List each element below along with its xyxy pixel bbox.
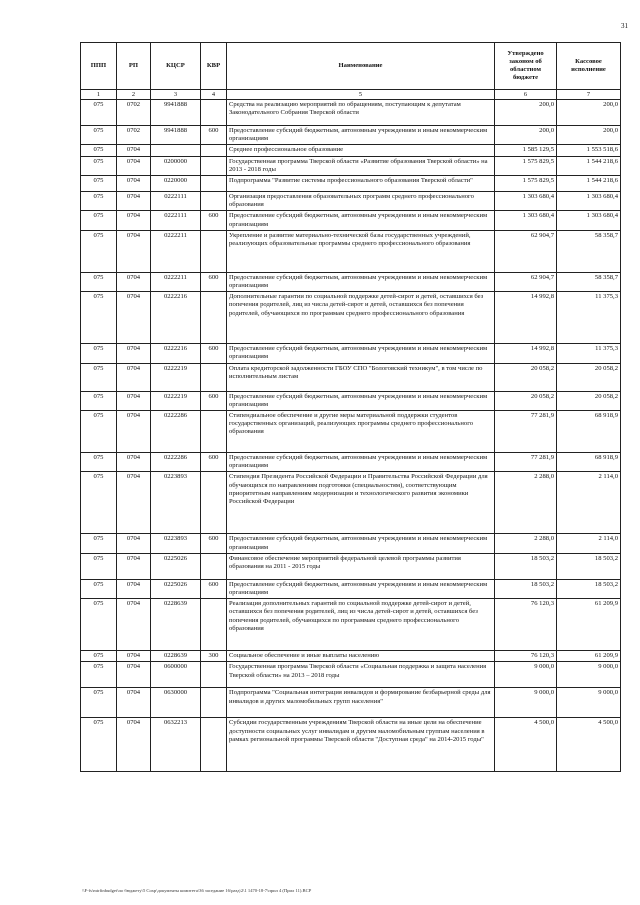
table-row: [81, 534, 621, 553]
cell-kcsr: 9941888: [151, 100, 201, 126]
cell-executed: 1 303 680,4: [557, 211, 621, 230]
cell-approved: 9 000,0: [495, 662, 557, 688]
cell-approved: 1 303 680,4: [495, 192, 557, 211]
cell-approved: 76 120,3: [495, 599, 557, 651]
cell-approved: 62 904,7: [495, 272, 557, 291]
table-row: [81, 230, 621, 272]
cell-kvr: [201, 292, 227, 344]
cell-rp: 0704: [117, 176, 151, 192]
table-row: [81, 156, 621, 175]
cell-rp: 0704: [117, 662, 151, 688]
cell-name: Подпрограмма "Социальная интеграция инвалидов и формирование безбарьерной среды для инвалидов и других маломобильных групп населения": [227, 688, 495, 718]
cell-name: Предоставление субсидий бюджетным, автономным учреждениям и иным некоммерческим организациям: [227, 272, 495, 291]
cell-name: Предоставление субсидий бюджетным, автономным учреждениям и иным некоммерческим организациям: [227, 579, 495, 598]
cell-rp: 0704: [117, 292, 151, 344]
table-row: [81, 688, 621, 718]
cell-ppp: 075: [81, 192, 117, 211]
cell-name: Реализация дополнительных гарантий по социальной поддержке детей-сирот и детей, оставшихся без попечения родителей, лиц из числа детей-сирот и детей, оставшихся без попечения родителей, обучающихся по программам среднего профессионального образования: [227, 599, 495, 651]
cell-kvr: 600: [201, 211, 227, 230]
column-number: 1: [81, 90, 117, 100]
cell-rp: 0704: [117, 599, 151, 651]
cell-executed: 58 358,7: [557, 230, 621, 272]
cell-executed: 1 303 680,4: [557, 192, 621, 211]
cell-name: Предоставление субсидий бюджетным, автономным учреждениям и иным некоммерческим организациям: [227, 391, 495, 410]
cell-executed: 2 114,0: [557, 534, 621, 553]
cell-kcsr: 0222219: [151, 363, 201, 391]
page-number: 31: [621, 22, 628, 30]
cell-kcsr: 0223893: [151, 472, 201, 534]
cell-kcsr: 0225026: [151, 553, 201, 579]
cell-approved: 62 904,7: [495, 230, 557, 272]
cell-approved: 1 575 829,5: [495, 176, 557, 192]
header-kcsr: КЦСР: [151, 43, 201, 90]
cell-name: Предоставление субсидий бюджетным, автономным учреждениям и иным некоммерческим организациям: [227, 126, 495, 145]
cell-approved: 2 288,0: [495, 534, 557, 553]
table-row: [81, 100, 621, 126]
cell-kcsr: 0228639: [151, 599, 201, 651]
header-rp: РП: [117, 43, 151, 90]
header-ppp: ППП: [81, 43, 117, 90]
cell-kvr: [201, 472, 227, 534]
cell-name: Среднее профессиональное образование: [227, 145, 495, 156]
header-name: Наименование: [227, 43, 495, 90]
table-row: [81, 192, 621, 211]
cell-rp: 0704: [117, 156, 151, 175]
column-number: 5: [227, 90, 495, 100]
cell-ppp: 075: [81, 145, 117, 156]
cell-kvr: [201, 688, 227, 718]
cell-rp: 0704: [117, 718, 151, 772]
cell-executed: 1 553 518,6: [557, 145, 621, 156]
cell-ppp: 075: [81, 553, 117, 579]
table-row: [81, 651, 621, 662]
cell-kcsr: 0632213: [151, 718, 201, 772]
cell-kvr: [201, 662, 227, 688]
cell-rp: 0704: [117, 211, 151, 230]
table-row: [81, 453, 621, 472]
cell-approved: 1 575 829,5: [495, 156, 557, 175]
cell-name: Дополнительные гарантии по социальной поддержке детей-сирот и детей, оставшихся без попечения родителей, лиц из числа детей-сирот и детей, оставшихся без попечения родителей, обучающихся по программам среднего профессионального образования: [227, 292, 495, 344]
cell-kvr: 600: [201, 391, 227, 410]
cell-executed: 20 058,2: [557, 363, 621, 391]
cell-rp: 0702: [117, 100, 151, 126]
cell-rp: 0704: [117, 411, 151, 453]
cell-executed: 61 209,9: [557, 599, 621, 651]
cell-name: Средства на реализацию мероприятий по обращениям, поступающим к депутатам Законодательного Собрания Тверской области: [227, 100, 495, 126]
cell-approved: 9 000,0: [495, 688, 557, 718]
cell-name: Субсидии государственным учреждениям Тверской области на иные цели на обеспечение доступности социальных услуг инвалидам и другим маломобильным группам населения в рамках региональной программы Тверской области "Доступная среда" на 2014-2015 годы": [227, 718, 495, 772]
column-number: 3: [151, 90, 201, 100]
cell-ppp: 075: [81, 126, 117, 145]
column-number: 6: [495, 90, 557, 100]
cell-rp: 0704: [117, 230, 151, 272]
cell-executed: 4 500,0: [557, 718, 621, 772]
header-approved: Утверждено законом об областном бюджете: [495, 43, 557, 90]
cell-rp: 0704: [117, 272, 151, 291]
cell-executed: 68 918,9: [557, 453, 621, 472]
cell-rp: 0704: [117, 192, 151, 211]
cell-name: Предоставление субсидий бюджетным, автономным учреждениям и иным некоммерческим организациям: [227, 344, 495, 363]
cell-kvr: [201, 100, 227, 126]
cell-approved: 1 585 129,5: [495, 145, 557, 156]
cell-rp: 0702: [117, 126, 151, 145]
header-executed: Кассовое исполнение: [557, 43, 621, 90]
cell-ppp: 075: [81, 292, 117, 344]
cell-kcsr: 0222211: [151, 230, 201, 272]
cell-ppp: 075: [81, 411, 117, 453]
cell-kvr: [201, 156, 227, 175]
cell-ppp: 075: [81, 176, 117, 192]
cell-approved: 77 281,9: [495, 411, 557, 453]
cell-kvr: [201, 599, 227, 651]
cell-kcsr: 0222211: [151, 272, 201, 291]
cell-rp: 0704: [117, 651, 151, 662]
cell-rp: 0704: [117, 688, 151, 718]
cell-kvr: [201, 718, 227, 772]
table-header-row: [81, 43, 621, 90]
cell-rp: 0704: [117, 579, 151, 598]
cell-executed: 68 918,9: [557, 411, 621, 453]
table-row: [81, 662, 621, 688]
cell-executed: 1 544 218,6: [557, 156, 621, 175]
cell-kcsr: 0222216: [151, 292, 201, 344]
column-number: 2: [117, 90, 151, 100]
cell-kvr: 600: [201, 534, 227, 553]
cell-executed: 20 058,2: [557, 391, 621, 410]
cell-kvr: [201, 411, 227, 453]
table-row: [81, 272, 621, 291]
cell-kvr: 300: [201, 651, 227, 662]
column-number-row: [81, 90, 621, 100]
cell-rp: 0704: [117, 391, 151, 410]
table-row: [81, 599, 621, 651]
cell-ppp: 075: [81, 718, 117, 772]
cell-approved: 14 992,8: [495, 292, 557, 344]
cell-ppp: 075: [81, 391, 117, 410]
cell-name: Предоставление субсидий бюджетным, автономным учреждениям и иным некоммерческим организациям: [227, 211, 495, 230]
cell-kvr: [201, 176, 227, 192]
table-row: [81, 391, 621, 410]
cell-kvr: 600: [201, 453, 227, 472]
cell-kcsr: 0600000: [151, 662, 201, 688]
cell-name: Подпрограмма "Развитие системы профессионального образования Тверской области": [227, 176, 495, 192]
cell-ppp: 075: [81, 344, 117, 363]
cell-executed: 1 544 218,6: [557, 176, 621, 192]
cell-name: Стипендиальное обеспечение и другие меры материальной поддержки студентов государственных организаций, реализующих программы среднего профессионального образования: [227, 411, 495, 453]
cell-name: Организация предоставления образовательных программ среднего профессионального образования: [227, 192, 495, 211]
cell-rp: 0704: [117, 344, 151, 363]
cell-kcsr: 9941888: [151, 126, 201, 145]
cell-ppp: 075: [81, 662, 117, 688]
cell-kvr: 600: [201, 344, 227, 363]
column-number: 4: [201, 90, 227, 100]
cell-kvr: 600: [201, 126, 227, 145]
table-row: [81, 363, 621, 391]
cell-approved: 200,0: [495, 100, 557, 126]
budget-table: [80, 42, 621, 772]
cell-approved: 1 303 680,4: [495, 211, 557, 230]
cell-kcsr: 0222111: [151, 211, 201, 230]
cell-kcsr: 0225026: [151, 579, 201, 598]
column-number: 7: [557, 90, 621, 100]
cell-kvr: 600: [201, 272, 227, 291]
table-row: [81, 718, 621, 772]
cell-name: Государственная программа Тверской области «Развитие образования Тверской области» на 2013 - 2018 годы: [227, 156, 495, 175]
header-kvr: КВР: [201, 43, 227, 90]
cell-ppp: 075: [81, 363, 117, 391]
cell-name: Стипендия Президента Российской Федерации и Правительства Российской Федерации для обучающихся по направлениям подготовки (специальностям), соответствующим приоритетным направлениям модернизации и технологического развития экономики Российской Федерации: [227, 472, 495, 534]
cell-kvr: [201, 192, 227, 211]
cell-kcsr: 0220000: [151, 176, 201, 192]
cell-name: Предоставление субсидий бюджетным, автономным учреждениям и иным некоммерческим организациям: [227, 453, 495, 472]
cell-approved: 2 288,0: [495, 472, 557, 534]
cell-executed: 9 000,0: [557, 662, 621, 688]
cell-kvr: [201, 553, 227, 579]
cell-ppp: 075: [81, 599, 117, 651]
table-row: [81, 292, 621, 344]
cell-approved: 4 500,0: [495, 718, 557, 772]
cell-executed: 18 503,2: [557, 553, 621, 579]
table-row: [81, 176, 621, 192]
cell-kcsr: 0222219: [151, 391, 201, 410]
table-row: [81, 579, 621, 598]
cell-rp: 0704: [117, 534, 151, 553]
cell-approved: 18 503,2: [495, 579, 557, 598]
cell-ppp: 075: [81, 651, 117, 662]
cell-name: Укрепление и развитие материально-технической базы государственных учреждений, реализующих образовательные программы среднего профессионального образования: [227, 230, 495, 272]
cell-kcsr: 0630000: [151, 688, 201, 718]
cell-ppp: 075: [81, 156, 117, 175]
cell-kcsr: 0222111: [151, 192, 201, 211]
cell-kcsr: 0223893: [151, 534, 201, 553]
cell-name: Финансовое обеспечение мероприятий федеральной целевой программы развития образования на 2011 - 2015 годы: [227, 553, 495, 579]
cell-rp: 0704: [117, 363, 151, 391]
cell-ppp: 075: [81, 272, 117, 291]
cell-rp: 0704: [117, 472, 151, 534]
cell-name: Социальное обеспечение и иные выплаты населению: [227, 651, 495, 662]
cell-name: Оплата кредиторской задолженности ГБОУ СПО "Бологовский техникум", в том числе по исполнительным листам: [227, 363, 495, 391]
cell-ppp: 075: [81, 688, 117, 718]
cell-name: Предоставление субсидий бюджетным, автономным учреждениям и иным некоммерческим организациям: [227, 534, 495, 553]
table-row: [81, 344, 621, 363]
cell-executed: 61 209,9: [557, 651, 621, 662]
cell-executed: 18 503,2: [557, 579, 621, 598]
cell-kvr: [201, 230, 227, 272]
cell-approved: 14 992,8: [495, 344, 557, 363]
cell-executed: 11 375,3: [557, 292, 621, 344]
table-row: [81, 211, 621, 230]
cell-kvr: [201, 145, 227, 156]
cell-approved: 18 503,2: [495, 553, 557, 579]
cell-ppp: 075: [81, 211, 117, 230]
cell-ppp: 075: [81, 579, 117, 598]
cell-ppp: 075: [81, 472, 117, 534]
cell-executed: 200,0: [557, 100, 621, 126]
cell-kcsr: 0228639: [151, 651, 201, 662]
cell-kvr: [201, 363, 227, 391]
cell-approved: 20 058,2: [495, 363, 557, 391]
table-row: [81, 126, 621, 145]
table-row: [81, 553, 621, 579]
cell-executed: 58 358,7: [557, 272, 621, 291]
cell-approved: 77 281,9: [495, 453, 557, 472]
cell-rp: 0704: [117, 453, 151, 472]
cell-approved: 76 120,3: [495, 651, 557, 662]
cell-rp: 0704: [117, 553, 151, 579]
cell-rp: 0704: [117, 145, 151, 156]
cell-ppp: 075: [81, 453, 117, 472]
cell-name: Государственная программа Тверской области «Социальная поддержка и защита населения Тверской области» на 2013 – 2018 годы: [227, 662, 495, 688]
cell-kcsr: 0222286: [151, 453, 201, 472]
cell-approved: 200,0: [495, 126, 557, 145]
file-path-footer: \\F-fs\mtrfinbudget\по бюджету\5 Сохр\документы комитета\36 заседание 16\разд\2\1 1470-18-7\прил 4 (Прил 11).BCP: [82, 888, 312, 893]
cell-ppp: 075: [81, 100, 117, 126]
cell-executed: 200,0: [557, 126, 621, 145]
cell-kcsr: 0222216: [151, 344, 201, 363]
cell-kvr: 600: [201, 579, 227, 598]
table-row: [81, 411, 621, 453]
cell-kcsr: [151, 145, 201, 156]
table-row: [81, 145, 621, 156]
cell-kcsr: 0200000: [151, 156, 201, 175]
cell-executed: 11 375,3: [557, 344, 621, 363]
cell-ppp: 075: [81, 230, 117, 272]
cell-kcsr: 0222286: [151, 411, 201, 453]
cell-approved: 20 058,2: [495, 391, 557, 410]
table-body: [81, 100, 621, 772]
cell-executed: 2 114,0: [557, 472, 621, 534]
cell-executed: 9 000,0: [557, 688, 621, 718]
cell-ppp: 075: [81, 534, 117, 553]
table-row: [81, 472, 621, 534]
